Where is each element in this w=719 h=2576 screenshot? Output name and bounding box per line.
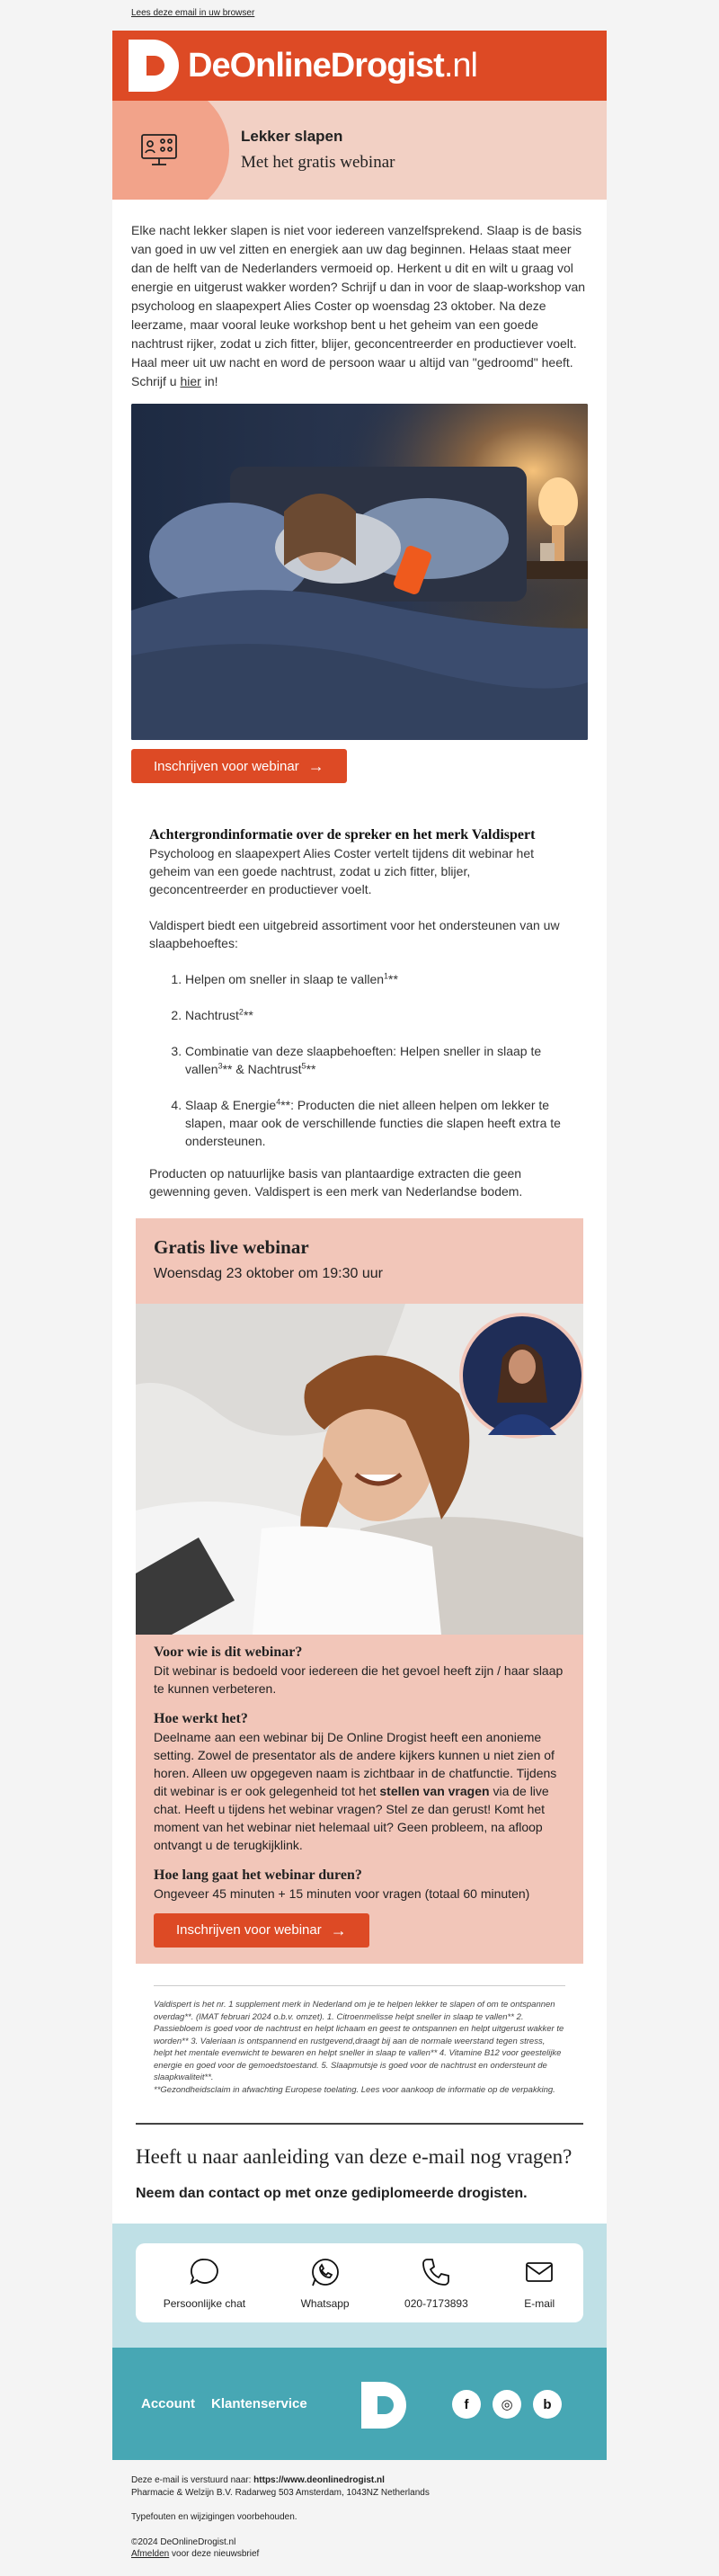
faq-answer-audience: Dit webinar is bedoeld voor iedereen die het gevoel heeft zijn / haar slaap te kunnen verbeteren. — [154, 1663, 564, 1696]
intro-paragraph: Elke nacht lekker slapen is niet voor iedereen vanzelfsprekend. Slaap is de basis van goed in uw vel zitten en energiek aan uw dag beginnen. Helaas staat meer dan de helft van de Nederlanders vermoeid op. Herkent u dit en wilt u graag vol energie en uitgerust wakker worden? Schrijf u dan in voor de slaap-workshop van psycholoog en slaapexpert Alies Coster op woensdag 23 oktober. Na deze leerzame, maar vooral leuke workshop bent u het geheim van een goede nachtrust rijker, zodat u zich fitter, blijer, geconcentreerder en productiever voelt. Haal meer uit uw nacht en word de persoon waar u altijd van "gedroomd" heeft. Schrijf u hier in! — [131, 223, 586, 388]
webinar-date: Woensdag 23 oktober om 19:30 uur — [154, 1266, 383, 1281]
contact-chat[interactable]: Persoonlijke chat — [164, 2256, 245, 2310]
cta-row-bottom — [154, 1913, 565, 1948]
arrow-right-icon: → — [307, 757, 324, 775]
webinar-title: Gratis live webinar — [154, 1236, 309, 1258]
woman-in-bed-photo — [131, 404, 588, 740]
background-paragraph-2: Valdispert biedt een uitgebreid assortiment voor het ondersteunen van uw slaapbehoeftes: — [149, 918, 560, 950]
faq-question-duration: Hoe lang gaat het webinar duren? — [154, 1867, 362, 1883]
brand-name[interactable]: DeOnlineDrogist.nl — [188, 46, 477, 85]
contact-email[interactable]: E-mail — [523, 2256, 555, 2310]
company-address: Pharmacie & Welzijn B.V. Radarweg 503 Amsterdam, 1043NZ Netherlands — [131, 2487, 430, 2498]
sent-to-line: Deze e-mail is verstuurd naar: https://www.deonlinedrogist.nl — [131, 2475, 385, 2485]
brand-logo-icon[interactable] — [129, 40, 179, 92]
view-in-browser-link[interactable]: Lees deze email in uw browser — [131, 8, 255, 18]
faq-answer-duration: Ongeveer 45 minuten + 15 minuten voor vragen (totaal 60 minuten) — [154, 1886, 530, 1901]
footer-links — [141, 2396, 307, 2411]
contact-phone[interactable]: 020-7173893 — [404, 2256, 468, 2310]
questions-subtitle: Neem dan contact op met onze gediplomeerde drogisten. — [136, 2186, 528, 2201]
footer-band — [112, 2348, 607, 2460]
chat-bubble-icon — [188, 2256, 220, 2288]
hero-subtitle: Met het gratis webinar — [241, 153, 395, 172]
arrow-right-icon: → — [330, 1921, 347, 1939]
instagram-icon[interactable]: ◎ — [493, 2390, 521, 2419]
contact-band — [112, 2224, 607, 2348]
hero-title: Lekker slapen — [241, 128, 343, 145]
faq-answer-how: Deelname aan een webinar bij De Online Drogist heeft een anonieme setting. Zowel de presentator als de andere kijkers kunnen u niet zien of horen. Alleen uw opgegeven naam is zichtbaar in de chatfunctie. Tijdens dit webinar is er ook gelegenheid tot het stellen van vragen via de live chat. Heeft u tijdens het webinar vragen? Stel ze dan gerust! Komt het moment van het webinar niet helemaal uit? Geen probleem, na afloop ontvangt u de terugkijklink. — [154, 1730, 557, 1852]
hero-text — [241, 128, 395, 173]
copyright: ©2024 DeOnlineDrogist.nl — [131, 2536, 236, 2547]
blog-icon[interactable]: b — [533, 2390, 562, 2419]
faq-question-how: Hoe werkt het? — [154, 1711, 248, 1726]
disclaimer-text: Valdispert is het nr. 1 supplement merk in Nederland om je te helpen lekker te slapen of om te ontspannen overdag**. (IMAT februari 2024 o.b.v. omzet). 1. Citroenmelisse helpt sneller in slaap te vallen** 2. Passiebloem is goed voor de nachtrust en helpt lichaam en geest te ontspannen en helpt uitgerust wakker te worden** 3. Valeriaan is ontspannend en rustgevend,draagt bij aan de normale weerstand tegen stress, helpt het mentale evenwicht te bewaren en helpt sneller in slaap te vallen** 4. Vitamine B12 voor geestelijke energie en goed voor de gemoedstoestand. 5. Slaapmutsje is goed voor de nachtrust en ondersteunt de slaapkwaliteit**. **Gezondheidsclaim in afwachting Europese toelating. Lees voor aankoop de informatie op de verpakking. — [154, 2000, 564, 2095]
brand-header — [112, 31, 607, 101]
social-links — [452, 2390, 562, 2419]
signup-webinar-button-2[interactable]: Inschrijven voor webinar → — [154, 1913, 369, 1948]
email-container — [112, 0, 607, 2460]
list-item: 3. Combinatie van deze slaapbehoeften: Helpen sneller in slaap te vallen$^3$** & Nachtrust$^5$** — [185, 1042, 570, 1078]
webinar-faq — [136, 1635, 583, 1964]
legal-footer — [112, 2460, 607, 2561]
list-item: 2. Nachtrust$^2$** — [185, 1006, 570, 1024]
webinar-block — [136, 1218, 583, 1964]
signup-here-link[interactable]: hier — [180, 374, 201, 388]
list-item: 1. Helpen om sneller in slaap te vallen$^1$** — [185, 970, 570, 988]
footer-link-customer-service[interactable]: Klantenservice — [211, 2396, 307, 2411]
webinar-header — [136, 1218, 583, 1304]
footer-logo-icon[interactable] — [361, 2382, 406, 2429]
background-info-section — [112, 783, 607, 1200]
signup-webinar-button[interactable]: Inschrijven voor webinar → — [131, 749, 347, 783]
envelope-icon — [523, 2256, 555, 2288]
questions-title: Heeft u naar aanleiding van deze e-mail nog vragen? — [136, 2145, 573, 2168]
footer-link-account[interactable]: Account — [141, 2396, 195, 2411]
background-paragraph-3: Producten op natuurlijke basis van plantaardige extracten die geen gewenning geven. Valdispert is een merk van Nederlandse bodem. — [149, 1166, 523, 1199]
list-item: 4. Slaap & Energie$^4$**: Producten die niet alleen helpen om lekker te slapen, maar ook de verschillende functies die slapen heeft extra te ondersteunen. — [185, 1096, 570, 1150]
facebook-icon[interactable]: f — [452, 2390, 481, 2419]
background-paragraph-1: Psycholoog en slaapexpert Alies Coster vertelt tijdens dit webinar het geheim van een goede nachtrust, zodat u zich fitter, blijer, geconcentreerder en productiever voelt. — [149, 846, 535, 896]
preheader — [112, 0, 607, 31]
unsubscribe-line: Afmelden voor deze nieuwsbrief — [131, 2549, 260, 2559]
unsubscribe-link[interactable]: Afmelden — [131, 2549, 170, 2559]
faq-question-audience: Voor wie is dit webinar? — [154, 1645, 303, 1660]
typo-notice: Typefouten en wijzigingen voorbehouden. — [131, 2512, 297, 2522]
phone-icon — [420, 2256, 452, 2288]
contact-card — [136, 2243, 583, 2322]
webinar-screen-icon — [139, 130, 179, 170]
background-title: Achtergrondinformatie over de spreker en het merk Valdispert — [149, 827, 536, 842]
contact-whatsapp[interactable]: Whatsapp — [301, 2256, 350, 2310]
whatsapp-icon — [309, 2256, 342, 2288]
product-list — [149, 970, 570, 1150]
smiling-woman-photo — [136, 1304, 583, 1635]
hero-banner — [112, 101, 607, 200]
cta-row-top — [112, 740, 607, 783]
